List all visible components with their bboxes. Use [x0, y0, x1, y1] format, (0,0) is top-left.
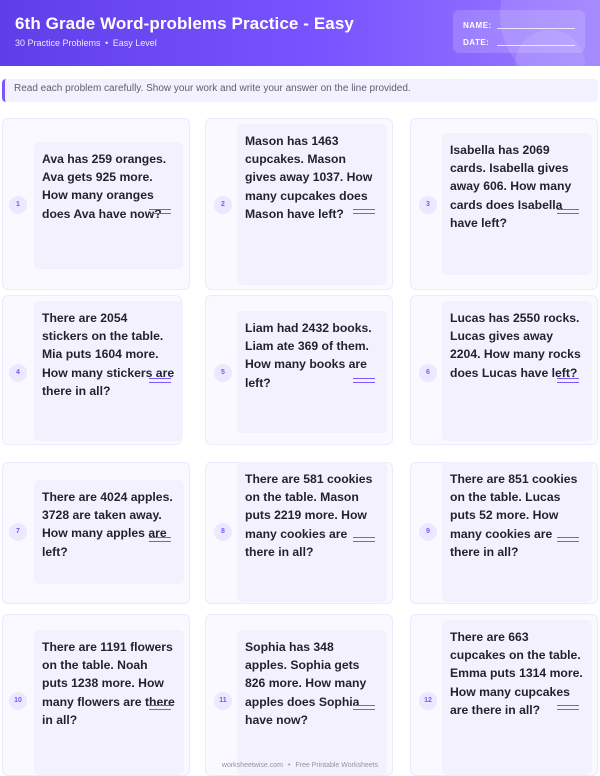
date-row	[463, 34, 575, 51]
problem-card-8	[205, 462, 393, 604]
problem-question: There are 851 cookies on the table. Lucas puts 52 more. How many cookies are there in all?	[442, 462, 592, 602]
name-label: NAME:	[463, 21, 492, 30]
answer-line[interactable]	[149, 537, 171, 542]
worksheet-title: 6th Grade Word-problems Practice - Easy	[15, 14, 354, 33]
problem-question: There are 4024 apples. 3728 are taken away. How many apples are left?	[34, 480, 184, 584]
problem-card-9	[410, 462, 598, 604]
problem-card-10	[2, 614, 190, 776]
problem-question: Lucas has 2550 rocks. Lucas gives away 2204. How many rocks does Lucas have left?	[442, 301, 592, 441]
answer-line[interactable]	[149, 705, 171, 710]
answer-line[interactable]	[557, 537, 579, 542]
answer-line[interactable]	[149, 378, 171, 383]
answer-line[interactable]	[557, 705, 579, 710]
student-info-box	[453, 10, 585, 53]
problem-question: Liam had 2432 books. Liam ate 369 of them. How many books are left?	[237, 311, 387, 433]
difficulty-level: Easy Level	[112, 38, 157, 48]
problem-card-7	[2, 462, 190, 604]
problem-card-11	[205, 614, 393, 776]
problem-number-badge: 2	[214, 196, 232, 214]
subtitle-separator: •	[105, 38, 109, 48]
worksheet-header	[0, 0, 600, 66]
problem-number-badge: 11	[214, 692, 232, 710]
answer-line[interactable]	[557, 378, 579, 383]
problem-number-badge: 5	[214, 364, 232, 382]
problem-question: Ava has 259 oranges. Ava gets 925 more. How many oranges does Ava have now?	[34, 142, 183, 269]
answer-line[interactable]	[353, 705, 375, 710]
problem-question: There are 581 cookies on the table. Mason puts 2219 more. How many cookies are there in all?	[237, 462, 387, 602]
problem-card-5	[205, 295, 393, 445]
answer-line[interactable]	[557, 209, 579, 214]
problem-number-badge: 8	[214, 523, 232, 541]
problem-card-1	[2, 118, 190, 290]
problem-card-2	[205, 118, 393, 290]
footer-site: worksheetwise.com	[221, 762, 283, 769]
name-write-line[interactable]	[497, 28, 575, 29]
date-label: DATE:	[463, 38, 490, 47]
answer-line[interactable]	[149, 209, 171, 214]
problem-number-badge: 9	[419, 523, 437, 541]
problem-number-badge: 1	[9, 196, 27, 214]
problem-card-3	[410, 118, 598, 290]
problem-number-badge: 3	[419, 196, 437, 214]
problem-question: There are 2054 stickers on the table. Mia puts 1604 more. How many stickers are there in all?	[34, 301, 183, 441]
worksheet-subtitle	[15, 38, 157, 48]
problem-question: Isabella has 2069 cards. Isabella gives away 606. How many cards does Isabella have left?	[442, 133, 592, 275]
problem-card-12	[410, 614, 598, 776]
problem-question: There are 663 cupcakes on the table. Emma puts 1314 more. How many cupcakes are there in all?	[442, 620, 592, 775]
problem-number-badge: 7	[9, 523, 27, 541]
problem-number-badge: 12	[419, 692, 437, 710]
answer-line[interactable]	[353, 209, 375, 214]
answer-line[interactable]	[353, 378, 375, 383]
worksheet-footer	[0, 762, 600, 769]
footer-text: Free Printable Worksheets	[295, 762, 379, 769]
problem-question: Sophia has 348 apples. Sophia gets 826 more. How many apples does Sophia have now?	[237, 630, 387, 775]
problem-question: Mason has 1463 cupcakes. Mason gives away 1037. How many cupcakes does Mason have left?	[237, 124, 387, 285]
answer-line[interactable]	[353, 537, 375, 542]
problem-number-badge: 10	[9, 692, 27, 710]
name-row	[463, 17, 575, 34]
date-write-line[interactable]	[497, 45, 575, 46]
problem-card-4	[2, 295, 182, 445]
problem-count: 30 Practice Problems	[15, 38, 101, 48]
problem-card-6	[410, 295, 598, 445]
footer-separator: •	[287, 762, 291, 769]
problem-number-badge: 4	[9, 364, 27, 382]
instructions-banner: Read each problem carefully. Show your work and write your answer on the line provided.	[2, 79, 598, 102]
problem-question: There are 1191 flowers on the table. Noah puts 1238 more. How many flowers are there in all?	[34, 630, 184, 775]
problem-number-badge: 6	[419, 364, 437, 382]
